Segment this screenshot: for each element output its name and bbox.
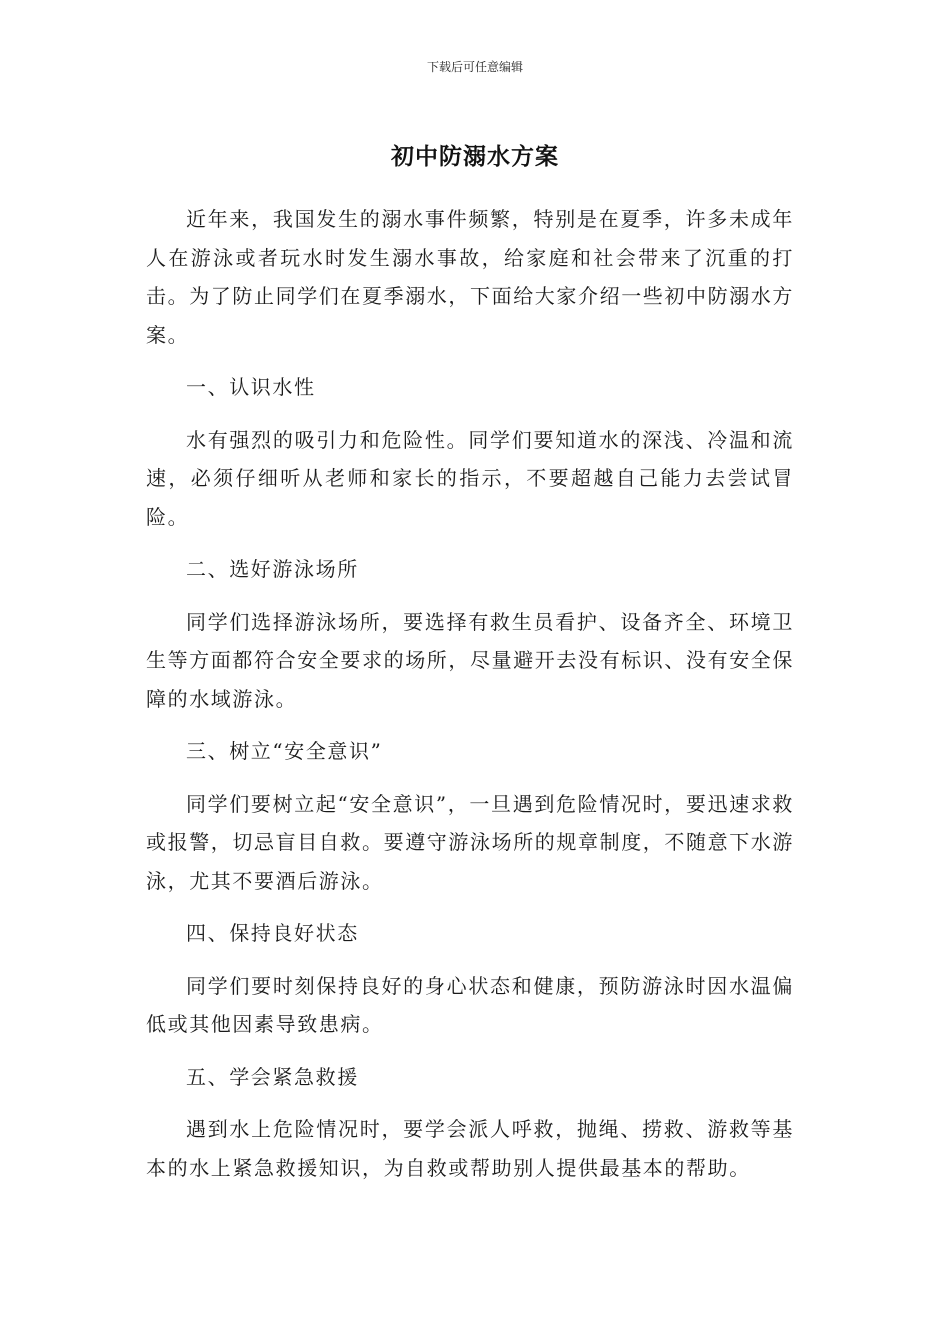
section-heading-3: 三、树立“安全意识” [186,739,383,763]
section-paragraph-5: 遇到水上危险情况时，要学会派人呼救，抛绳、捞救、游救等基本的水上紧急救援知识，为自救或帮助别人提供最基本的帮助。 [146,1117,794,1180]
section-paragraph-2: 同学们选择游泳场所，要选择有救生员看护、设备齐全、环境卫生等方面都符合安全要求的场所，尽量避开去没有标识、没有安全保障的水域游泳。 [146,609,794,711]
section-paragraph-1: 水有强烈的吸引力和危险性。同学们要知道水的深浅、冷温和流速，必须仔细听从老师和家长的指示，不要超越自己能力去尝试冒险。 [146,427,794,529]
document-title: 初中防溺水方案 [391,144,559,170]
section-paragraph-4: 同学们要时刻保持良好的身心状态和健康，预防游泳时因水温偏低或其他因素导致患病。 [146,973,794,1036]
section-heading-4: 四、保持良好状态 [186,921,359,945]
section-heading-5: 五、学会紧急救援 [186,1064,359,1089]
section-heading-2: 二、选好游泳场所 [186,557,359,581]
document-body [146,200,794,1201]
header-note: 下载后可任意编辑 [426,60,523,74]
section-heading-1: 一、认识水性 [186,375,316,399]
section-paragraph-3: 同学们要树立起“安全意识”，一旦遇到危险情况时，要迅速求救或报警，切忌盲目自救。要遵守游泳场所的规章制度，不随意下水游泳，尤其不要酒后游泳。 [146,791,794,893]
intro-paragraph: 近年来，我国发生的溺水事件频繁，特别是在夏季，许多未成年人在游泳或者玩水时发生溺水事故，给家庭和社会带来了沉重的打击。为了防止同学们在夏季溺水，下面给大家介绍一些初中防溺水方案。 [146,207,794,347]
